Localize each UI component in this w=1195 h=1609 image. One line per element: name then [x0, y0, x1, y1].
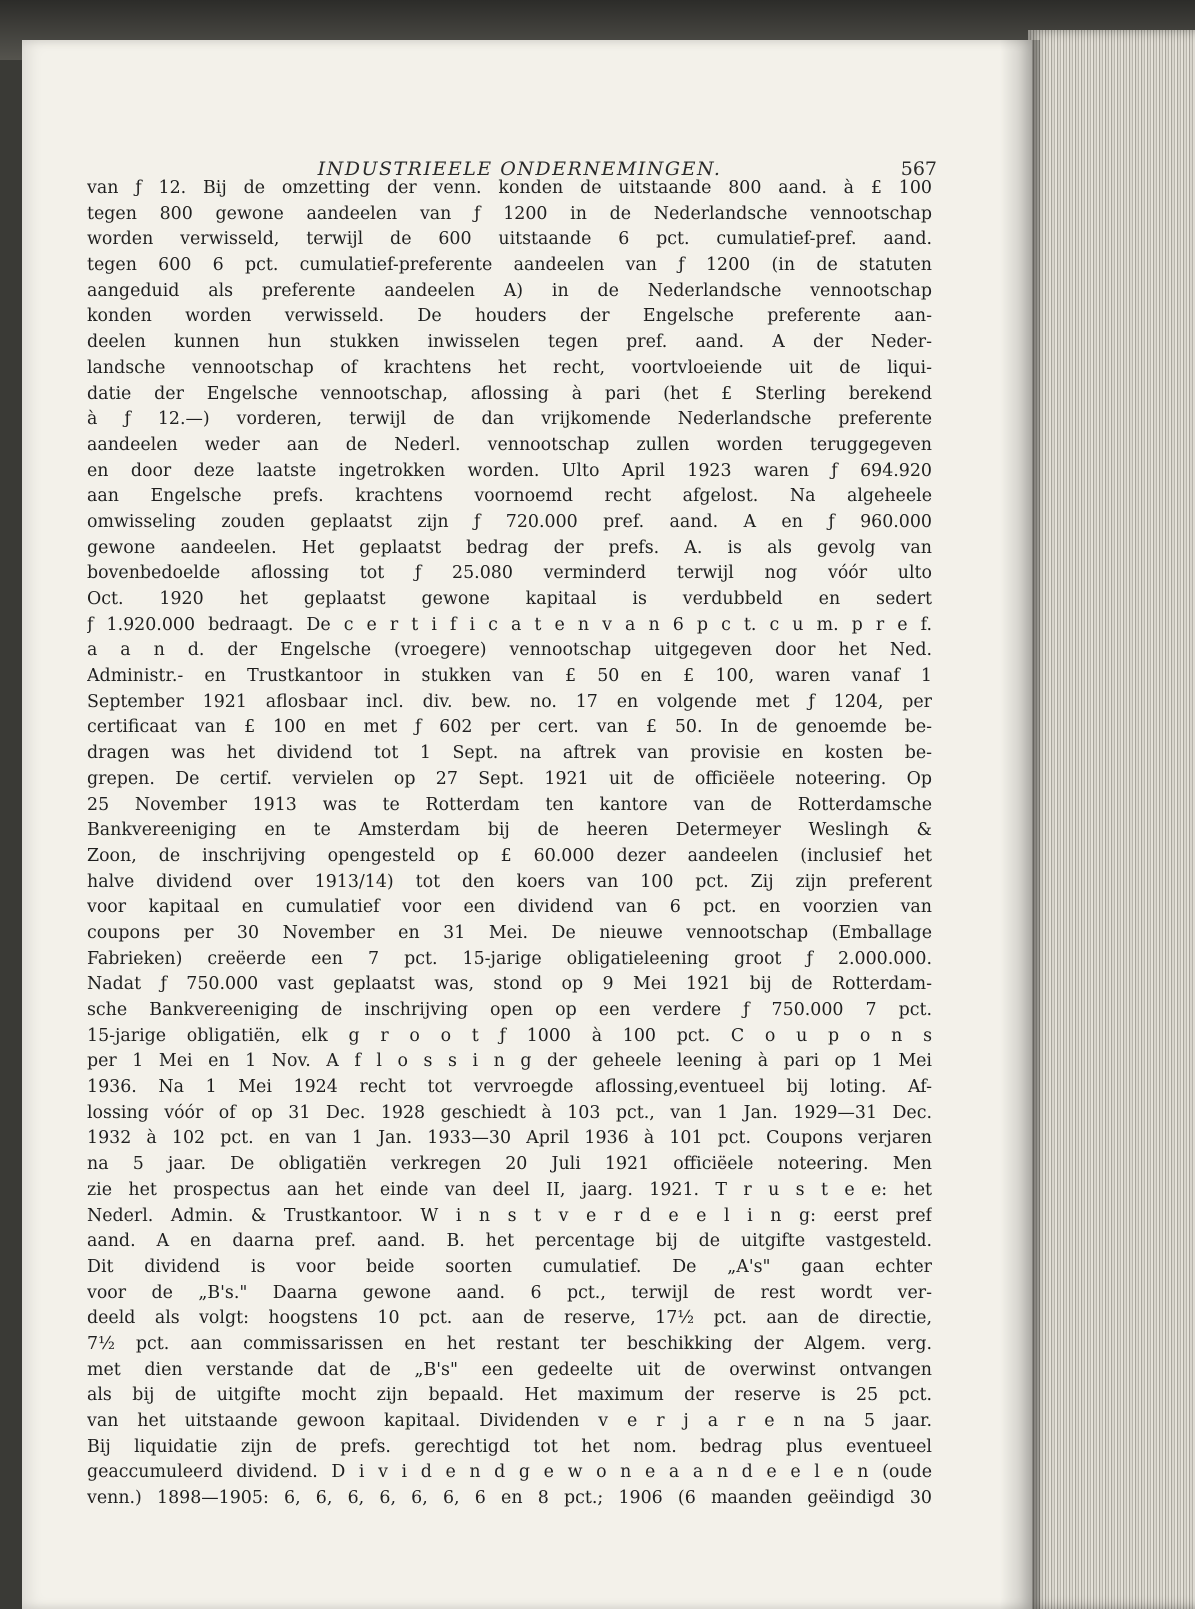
- text-line: September 1921 aflosbaar incl. div. bew. no. 17 en volgende met ƒ 1204, per: [87, 691, 932, 712]
- text-line: certificaat van £ 100 en met ƒ 602 per cert. van £ 50. In de genoemde be-: [87, 717, 932, 738]
- text-line: 7½ pct. aan commissarissen en het restant ter beschikking der Algem. verg.: [87, 1333, 932, 1354]
- text-line: per 1 Mei en 1 Nov. A f l o s s i n g der geheele leening à pari op 1 Mei: [87, 1051, 932, 1072]
- book-page-edges: [1028, 30, 1195, 1609]
- text-line: Bij liquidatie zijn de prefs. gerechtigd tot het nom. bedrag plus eventueel: [87, 1436, 932, 1457]
- text-line: Fabrieken) creëerde een 7 pct. 15-jarige obligatieleening groot ƒ 2.000.000.: [87, 948, 932, 969]
- text-line: 1936. Na 1 Mei 1924 recht tot vervroegde aflossing,eventueel bij loting. Af-: [87, 1077, 932, 1098]
- body-text: [87, 176, 932, 1512]
- text-line: omwisseling zouden geplaatst zijn ƒ 720.000 pref. aand. A en ƒ 960.000: [87, 511, 932, 532]
- text-line: grepen. De certif. vervielen op 27 Sept. 1921 uit de officiëele noteering. Op: [87, 768, 932, 789]
- text-line: datie der Engelsche vennootschap, aflossing à pari (het £ Sterling berekend: [87, 383, 932, 404]
- text-line: konden worden verwisseld. De houders der Engelsche preferente aan-: [87, 306, 932, 327]
- text-line: Bankvereeniging en te Amsterdam bij de heeren Determeyer Weslingh &: [87, 820, 932, 841]
- text-line: gewone aandeelen. Het geplaatst bedrag der prefs. A. is als gevolg van: [87, 537, 932, 558]
- text-line: geaccumuleerd dividend. D i v i d e n d g e w o n e a a n d e e l e n (oude: [87, 1462, 932, 1483]
- text-line: Dit dividend is voor beide soorten cumulatief. De „A's" gaan echter: [87, 1256, 932, 1277]
- text-line: 15-jarige obligatiën, elk g r o o t ƒ 1000 à 100 pct. C o u p o n s: [87, 1025, 932, 1046]
- text-line: als bij de uitgifte mocht zijn bepaald. Het maximum der reserve is 25 pct.: [87, 1385, 932, 1406]
- spine-shadow: [1000, 40, 1040, 1609]
- text-line: Administr.- en Trustkantoor in stukken van £ 50 en £ 100, waren vanaf 1: [87, 666, 932, 687]
- running-title: INDUSTRIEELE ONDERNEMINGEN.: [317, 158, 722, 180]
- text-line: aandeelen weder aan de Nederl. vennootschap zullen worden teruggegeven: [87, 434, 932, 455]
- text-line: 25 November 1913 was te Rotterdam ten kantore van de Rotterdamsche: [87, 794, 932, 815]
- text-line: halve dividend over 1913/14) tot den koers van 100 pct. Zij zijn preferent: [87, 871, 932, 892]
- text-line: zie het prospectus aan het einde van deel II, jaarg. 1921. T r u s t e e: het: [87, 1179, 932, 1200]
- text-line: worden verwisseld, terwijl de 600 uitstaande 6 pct. cumulatief-pref. aand.: [87, 229, 932, 250]
- text-line: à ƒ 12.—) vorderen, terwijl de dan vrijkomende Nederlandsche preferente: [87, 409, 932, 430]
- text-line: aand. A en daarna pref. aand. B. het percentage bij de uitgifte vastgesteld.: [87, 1231, 932, 1252]
- text-line: dragen was het dividend tot 1 Sept. na aftrek van provisie en kosten be-: [87, 743, 932, 764]
- text-line: Oct. 1920 het geplaatst gewone kapitaal is verdubbeld en sedert: [87, 589, 932, 609]
- text-line: Nederl. Admin. & Trustkantoor. W i n s t v e r d e e l i n g: eerst pref: [87, 1205, 932, 1226]
- text-line: venn.) 1898—1905: 6, 6, 6, 6, 6, 6, 6 en 8 pct.; 1906 (6 maanden geëindigd 30: [87, 1488, 932, 1509]
- text-line: voor de „B's." Daarna gewone aand. 6 pct., terwijl de rest wordt ver-: [87, 1282, 932, 1303]
- text-line: aangeduid als preferente aandeelen A) in de Nederlandsche vennootschap: [87, 280, 932, 301]
- text-line: lossing vóór of op 31 Dec. 1928 geschiedt à 103 pct., van 1 Jan. 1929—31 Dec.: [87, 1102, 932, 1123]
- page-number: 567: [900, 158, 937, 180]
- text-line: van het uitstaande gewoon kapitaal. Dividenden v e r j a r e n na 5 jaar.: [87, 1411, 932, 1431]
- text-line: aan Engelsche prefs. krachtens voornoemd recht afgelost. Na algeheele: [87, 486, 932, 507]
- text-line: na 5 jaar. De obligatiën verkregen 20 Juli 1921 officiëele noteering. Men: [87, 1154, 932, 1175]
- text-line: coupons per 30 November en 31 Mei. De nieuwe vennootschap (Emballage: [87, 922, 932, 943]
- text-line: a a n d. der Engelsche (vroegere) vennootschap uitgegeven door het Ned.: [87, 640, 932, 661]
- text-line: bovenbedoelde aflossing tot ƒ 25.080 verminderd terwijl nog vóór ulto: [87, 563, 932, 584]
- text-line: tegen 800 gewone aandeelen van ƒ 1200 in de Nederlandsche vennootschap: [87, 203, 932, 224]
- text-line: tegen 600 6 pct. cumulatief-preferente aandeelen van ƒ 1200 (in de statuten: [87, 255, 932, 276]
- text-line: Zoon, de inschrijving opengesteld op £ 60.000 dezer aandeelen (inclusief het: [87, 845, 932, 866]
- text-line: en door deze laatste ingetrokken worden. Ulto April 1923 waren ƒ 694.920: [87, 460, 932, 481]
- text-line: deeld als volgt: hoogstens 10 pct. aan de reserve, 17½ pct. aan de directie,: [87, 1308, 932, 1329]
- text-line: Nadat ƒ 750.000 vast geplaatst was, stond op 9 Mei 1921 bij de Rotterdam-: [87, 974, 932, 995]
- text-line: ƒ 1.920.000 bedraagt. De c e r t i f i c a t e n v a n 6 p c t. c u m. p r e f.: [87, 614, 932, 635]
- text-line: sche Bankvereeniging de inschrijving open op een verdere ƒ 750.000 7 pct.: [87, 1000, 932, 1020]
- text-line: landsche vennootschap of krachtens het recht, voortvloeiende uit de liqui-: [87, 357, 932, 378]
- text-line: met dien verstande dat de „B's" een gedeelte uit de overwinst ontvangen: [87, 1359, 932, 1380]
- text-line: deelen kunnen hun stukken inwisselen tegen pref. aand. A der Neder-: [87, 332, 932, 353]
- text-line: 1932 à 102 pct. en van 1 Jan. 1933—30 April 1936 à 101 pct. Coupons verjaren: [87, 1128, 932, 1149]
- text-line: voor kapitaal en cumulatief voor een dividend van 6 pct. en voorzien van: [87, 897, 932, 918]
- text-line: van ƒ 12. Bij de omzetting der venn. konden de uitstaande 800 aand. à £ 100: [87, 178, 932, 198]
